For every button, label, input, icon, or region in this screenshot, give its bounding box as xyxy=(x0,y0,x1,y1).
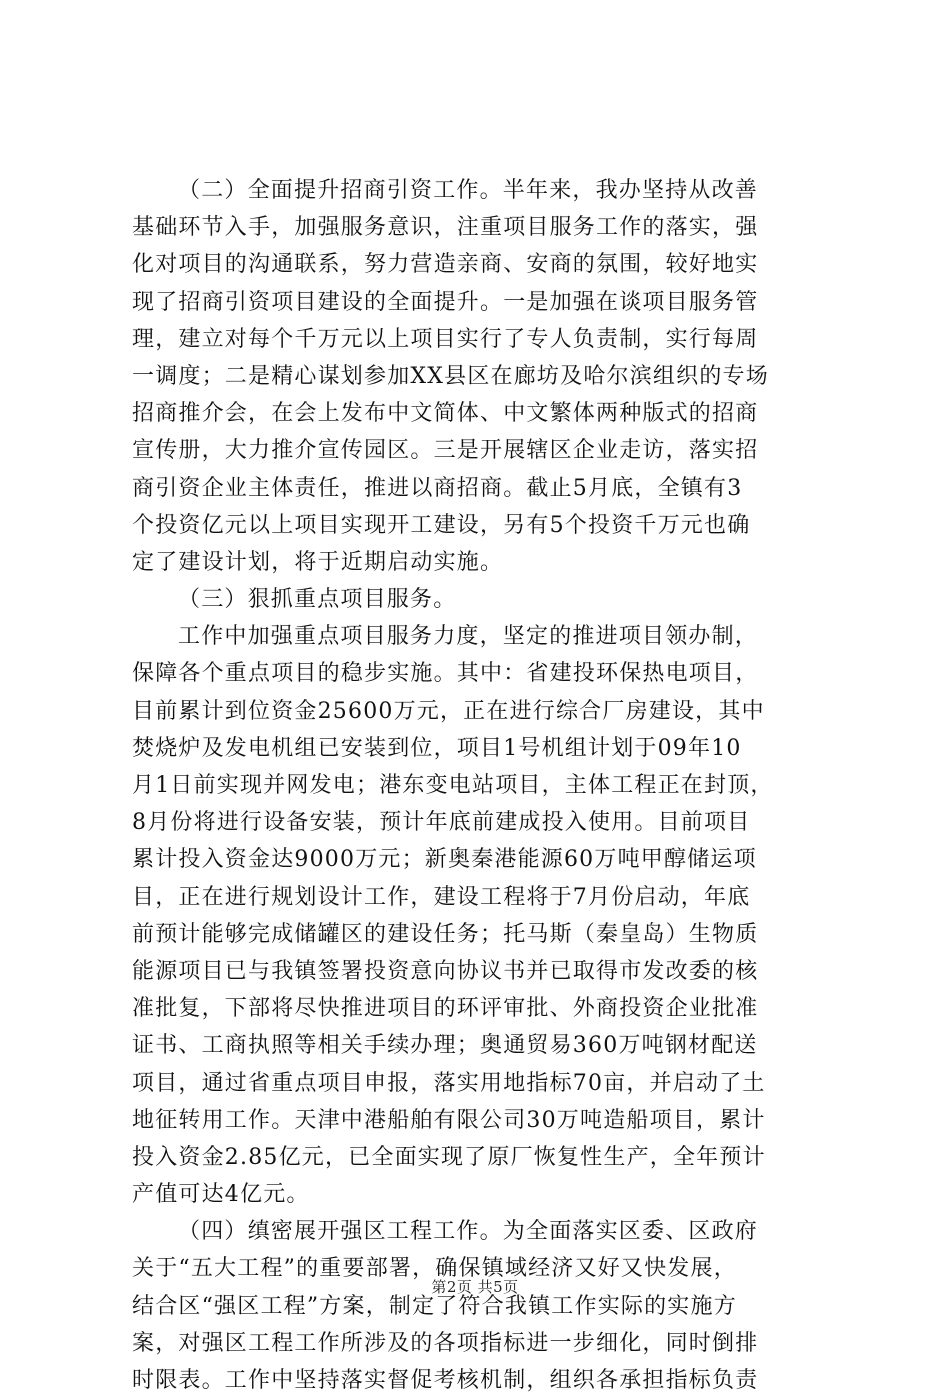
text-line: 准批复，下部将尽快推进项目的环评审批、外商投资企业批准 xyxy=(132,996,759,1022)
text-line: 结合区“强区工程”方案，制定了符合我镇工作实际的实施方 xyxy=(132,1293,737,1319)
text-line: 目前累计到位资金25600万元，正在进行综合厂房建设，其中 xyxy=(132,698,765,724)
text-line: 证书、工商执照等相关手续办理；奥通贸易360万吨钢材配送 xyxy=(132,1033,758,1059)
text-line: 理，建立对每个千万元以上项目实行了专人负责制，实行每周 xyxy=(132,326,759,352)
document-body xyxy=(132,172,832,1399)
text-line: （三）狠抓重点项目服务。 xyxy=(178,587,457,613)
text-line: 投入资金2.85亿元，已全面实现了原厂恢复性生产，全年预计 xyxy=(132,1144,766,1170)
text-line: 目，正在进行规划设计工作，建设工程将于7月份启动，年底 xyxy=(132,884,751,910)
text-line: 8月份将进行设备安装，预计年底前建成投入使用。目前项目 xyxy=(132,810,751,836)
text-line: 商引资企业主体责任，推进以商招商。截止5月底，全镇有3 xyxy=(132,475,743,501)
text-line: 案，对强区工程工作所涉及的各项指标进一步细化，同时倒排 xyxy=(132,1330,759,1356)
text-line: 工作中加强重点项目服务力度，坚定的推进项目领办制， xyxy=(178,624,759,650)
text-line: 定了建设计划，将于近期启动实施。 xyxy=(132,549,504,575)
text-line: 月1日前实现并网发电；港东变电站项目，主体工程正在封顶， xyxy=(132,773,774,798)
text-line: 时限表。工作中坚持落实督促考核机制，组织各承担指标负责 xyxy=(132,1368,759,1393)
text-line: 保障各个重点项目的稳步实施。其中：省建投环保热电项目， xyxy=(132,661,759,687)
text-line: （二）全面提升招商引资工作。半年来，我办坚持从改善 xyxy=(178,178,759,203)
text-line: 累计投入资金达9000万元；新奥秦港能源60万吨甲醇储运项 xyxy=(132,847,757,873)
text-line: 一调度；二是精心谋划参加XX县区在廊坊及哈尔滨组织的专场 xyxy=(132,363,769,389)
text-line: 项目，通过省重点项目申报，落实用地指标70亩，并启动了土 xyxy=(132,1070,766,1096)
text-line: 基础环节入手，加强服务意识，注重项目服务工作的落实，强 xyxy=(132,215,759,241)
text-line: 宣传册，大力推介宣传园区。三是开展辖区企业走访，落实招 xyxy=(132,438,759,464)
text-line: 关于“五大工程”的重要部署，确保镇域经济又好又快发展， xyxy=(132,1256,737,1282)
text-line: 地征转用工作。天津中港船舶有限公司30万吨造船项目，累计 xyxy=(132,1107,766,1133)
text-line: 前预计能够完成储罐区的建设任务；托马斯（秦皇岛）生物质 xyxy=(132,921,759,947)
text-line: 现了招商引资项目建设的全面提升。一是加强在谈项目服务管 xyxy=(132,289,759,315)
text-line: 招商推介会，在会上发布中文简体、中文繁体两种版式的招商 xyxy=(132,401,759,427)
text-line: 个投资亿元以上项目实现开工建设，另有5个投资千万元也确 xyxy=(132,512,751,538)
text-line: 焚烧炉及发电机组已安装到位，项目1号机组计划于09年10 xyxy=(132,735,742,761)
text-line: 产值可达4亿元。 xyxy=(132,1182,310,1208)
text-line: 能源项目已与我镇签署投资意向协议书并已取得市发改委的核 xyxy=(132,958,759,984)
page-footer: 第2页 共5页 xyxy=(431,1278,519,1296)
text-line: （四）缜密展开强区工程工作。为全面落实区委、区政府 xyxy=(178,1219,759,1245)
text-line: 化对项目的沟通联系，努力营造亲商、安商的氛围，较好地实 xyxy=(132,252,759,278)
